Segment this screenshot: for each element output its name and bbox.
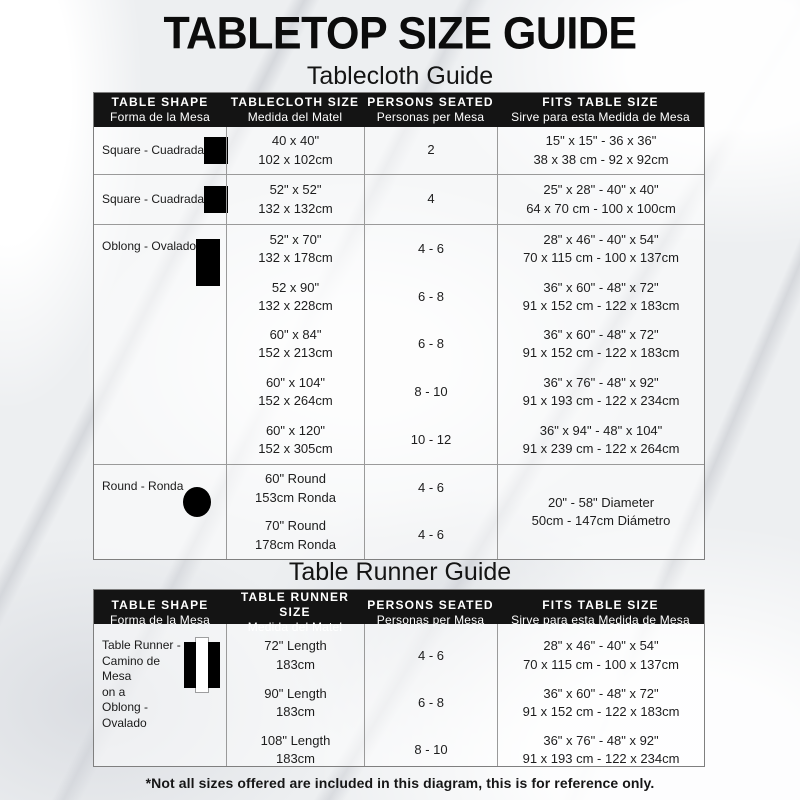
persons-value: 4 - 6 [417,240,444,256]
header-label-es: Sirve para esta Medida de Mesa [511,110,690,124]
persons-value: 6 - 8 [417,288,444,304]
size-cm: 132 x 178cm [258,249,333,265]
fits-cm: 50cm - 147cm Diámetro [531,513,671,528]
fits-cm: 91 x 152 cm - 122 x 183cm [522,703,680,719]
size-cell [226,624,364,766]
persons-value: 2 [427,142,435,158]
size-inches: 60" Round [265,471,326,487]
persons-value: 6 - 8 [417,336,444,352]
size-cm: 183cm [275,703,316,719]
shape-line: Table Runner - [102,638,181,652]
table-section-round [94,464,704,559]
fits-inches: 15" x 15" - 36 x 36" [545,133,657,149]
fits-inches: 36" x 76" - 48" x 92" [543,733,659,749]
size-inches: 70" Round [265,518,326,534]
table-section-oblong [94,224,704,464]
size-cm: 132 x 132cm [258,200,333,216]
shape-cell [94,175,226,224]
shape-line: Oblong - Ovalado [102,700,149,730]
fits-inches: 36" x 60" - 48" x 72" [543,327,659,343]
persons-cell [364,465,497,559]
fits-cm: 91 x 152 cm - 122 x 183cm [522,297,680,313]
page-title: TABLETOP SIZE GUIDE [163,8,637,60]
shape-label [102,638,184,732]
size-cm: 102 x 102cm [258,151,333,167]
size-inches: 60" x 84" [269,327,322,343]
size-cell [226,225,364,464]
size-cm: 183cm [275,751,316,767]
header-label-es: Personas per Mesa [376,110,485,124]
fits-cm: 91 x 193 cm - 122 x 234cm [522,393,680,409]
fits-inches: 25" x 28" - 40" x 40" [543,182,659,198]
size-cm: 183cm [275,656,316,672]
shape-cell [94,127,226,174]
fits-inches: 36" x 60" - 48" x 72" [543,685,659,701]
shape-cell [94,465,226,559]
fits-inches: 36" x 94" - 48" x 104" [539,422,663,438]
shape-label: Round - Ronda [102,479,184,493]
header-label-en: TABLE SHAPE [111,597,209,612]
runner-stripe [196,638,208,692]
size-cm: 152 x 213cm [258,345,333,361]
fits-cell [497,225,704,464]
size-cm: 153cm Ronda [255,489,336,505]
persons-cell [364,175,497,224]
persons-value: 6 - 8 [417,694,444,710]
table-row-square-52 [94,174,704,224]
size-inches: 90" Length [264,685,327,701]
square-icon [204,186,228,213]
table-row-square-40 [94,127,704,174]
header-label-es: Medida del Matel [247,620,343,634]
header-fits-table-size [497,93,704,127]
fits-cell-merged [497,465,704,559]
persons-value: 4 - 6 [417,647,444,663]
fits-inches: 20" - 58" Diameter [547,494,655,510]
size-inches: 52" x 52" [269,182,322,198]
fits-cm: 91 x 193 cm - 122 x 234cm [522,751,680,767]
tablecloth-table [93,92,705,560]
table-runner-icon [184,638,220,692]
persons-cell [364,127,497,174]
size-cm: 132 x 228cm [258,297,333,313]
header-tablecloth-size [226,93,364,127]
persons-value: 8 - 10 [414,742,448,758]
footnote: *Not all sizes offered are included in this diagram, this is for reference only. [145,775,655,791]
persons-cell [364,624,497,766]
persons-value: 4 - 6 [417,527,444,543]
fits-inches: 28" x 46" - 40" x 54" [543,231,659,247]
tablecloth-guide-title: Tablecloth Guide [306,62,494,90]
shape-label: Square - Cuadrada [102,191,205,206]
size-cm: 152 x 305cm [258,441,333,457]
header-label-es: Forma de la Mesa [110,110,210,124]
header-table-shape [94,93,226,127]
shape-label: Oblong - Ovalado [102,239,197,253]
header-label-en: FITS TABLE SIZE [542,597,659,612]
size-inches: 52 x 90" [271,279,320,295]
persons-value: 4 [427,191,435,207]
size-inches: 108" Length [260,733,331,749]
size-inches: 60" x 120" [265,422,326,438]
table-section-runner [94,624,704,766]
header-label-es: Medida del Matel [247,110,343,124]
size-cell [226,465,364,559]
oblong-icon [196,239,220,286]
header-label-es: Sirve para esta Medida de Mesa [511,612,690,627]
fits-inches: 28" x 46" - 40" x 54" [543,638,659,654]
shape-line: on a [102,684,126,699]
size-cm: 178cm Ronda [255,536,336,552]
header-label-en: FITS TABLE SIZE [542,95,659,109]
header-label-en: PERSONS SEATED [367,95,494,109]
runner-table [93,589,705,767]
runner-guide-title: Table Runner Guide [288,558,512,586]
fits-cm: 38 x 38 cm - 92 x 92cm [533,151,669,167]
fits-cell [497,175,704,224]
runner-table-header [94,590,704,634]
fits-cell [497,624,704,766]
size-inches: 72" Length [264,638,327,654]
fits-cell [497,127,704,174]
header-label-es: Forma de la Mesa [110,612,210,627]
shape-cell [94,225,226,464]
persons-value: 8 - 10 [414,384,448,400]
header-label-en: TABLE SHAPE [111,95,209,109]
circle-icon [183,487,211,517]
fits-inches: 36" x 76" - 48" x 92" [543,375,659,391]
size-inches: 60" x 104" [265,375,326,391]
header-label-es: Personas per Mesa [376,612,485,627]
persons-value: 10 - 12 [410,431,452,447]
fits-cm: 70 x 115 cm - 100 x 137cm [523,249,679,265]
fits-inches: 36" x 60" - 48" x 72" [543,279,659,295]
persons-value: 4 - 6 [417,480,444,496]
size-cm: 152 x 264cm [258,393,333,409]
fits-cm: 70 x 115 cm - 100 x 137cm [523,656,679,672]
tablecloth-table-header [94,93,704,127]
header-persons-seated [364,93,497,127]
fits-cm: 91 x 239 cm - 122 x 264cm [522,441,680,457]
header-label-en: PERSONS SEATED [367,597,494,612]
square-icon [204,137,228,164]
size-inches: 40 x 40" [271,133,320,149]
shape-label: Square - Cuadrada [102,142,205,157]
fits-cm: 64 x 70 cm - 100 x 100cm [526,200,676,216]
fits-cm: 91 x 152 cm - 122 x 183cm [522,345,680,361]
size-inches: 52" x 70" [269,231,322,247]
size-cell [226,175,364,224]
shape-line: Camino de Mesa [102,653,161,684]
size-cell [226,127,364,174]
shape-cell [94,624,226,766]
header-label-en: TABLE RUNNER SIZE [240,590,350,619]
persons-cell [364,225,497,464]
header-label-en: TABLECLOTH SIZE [230,95,360,109]
